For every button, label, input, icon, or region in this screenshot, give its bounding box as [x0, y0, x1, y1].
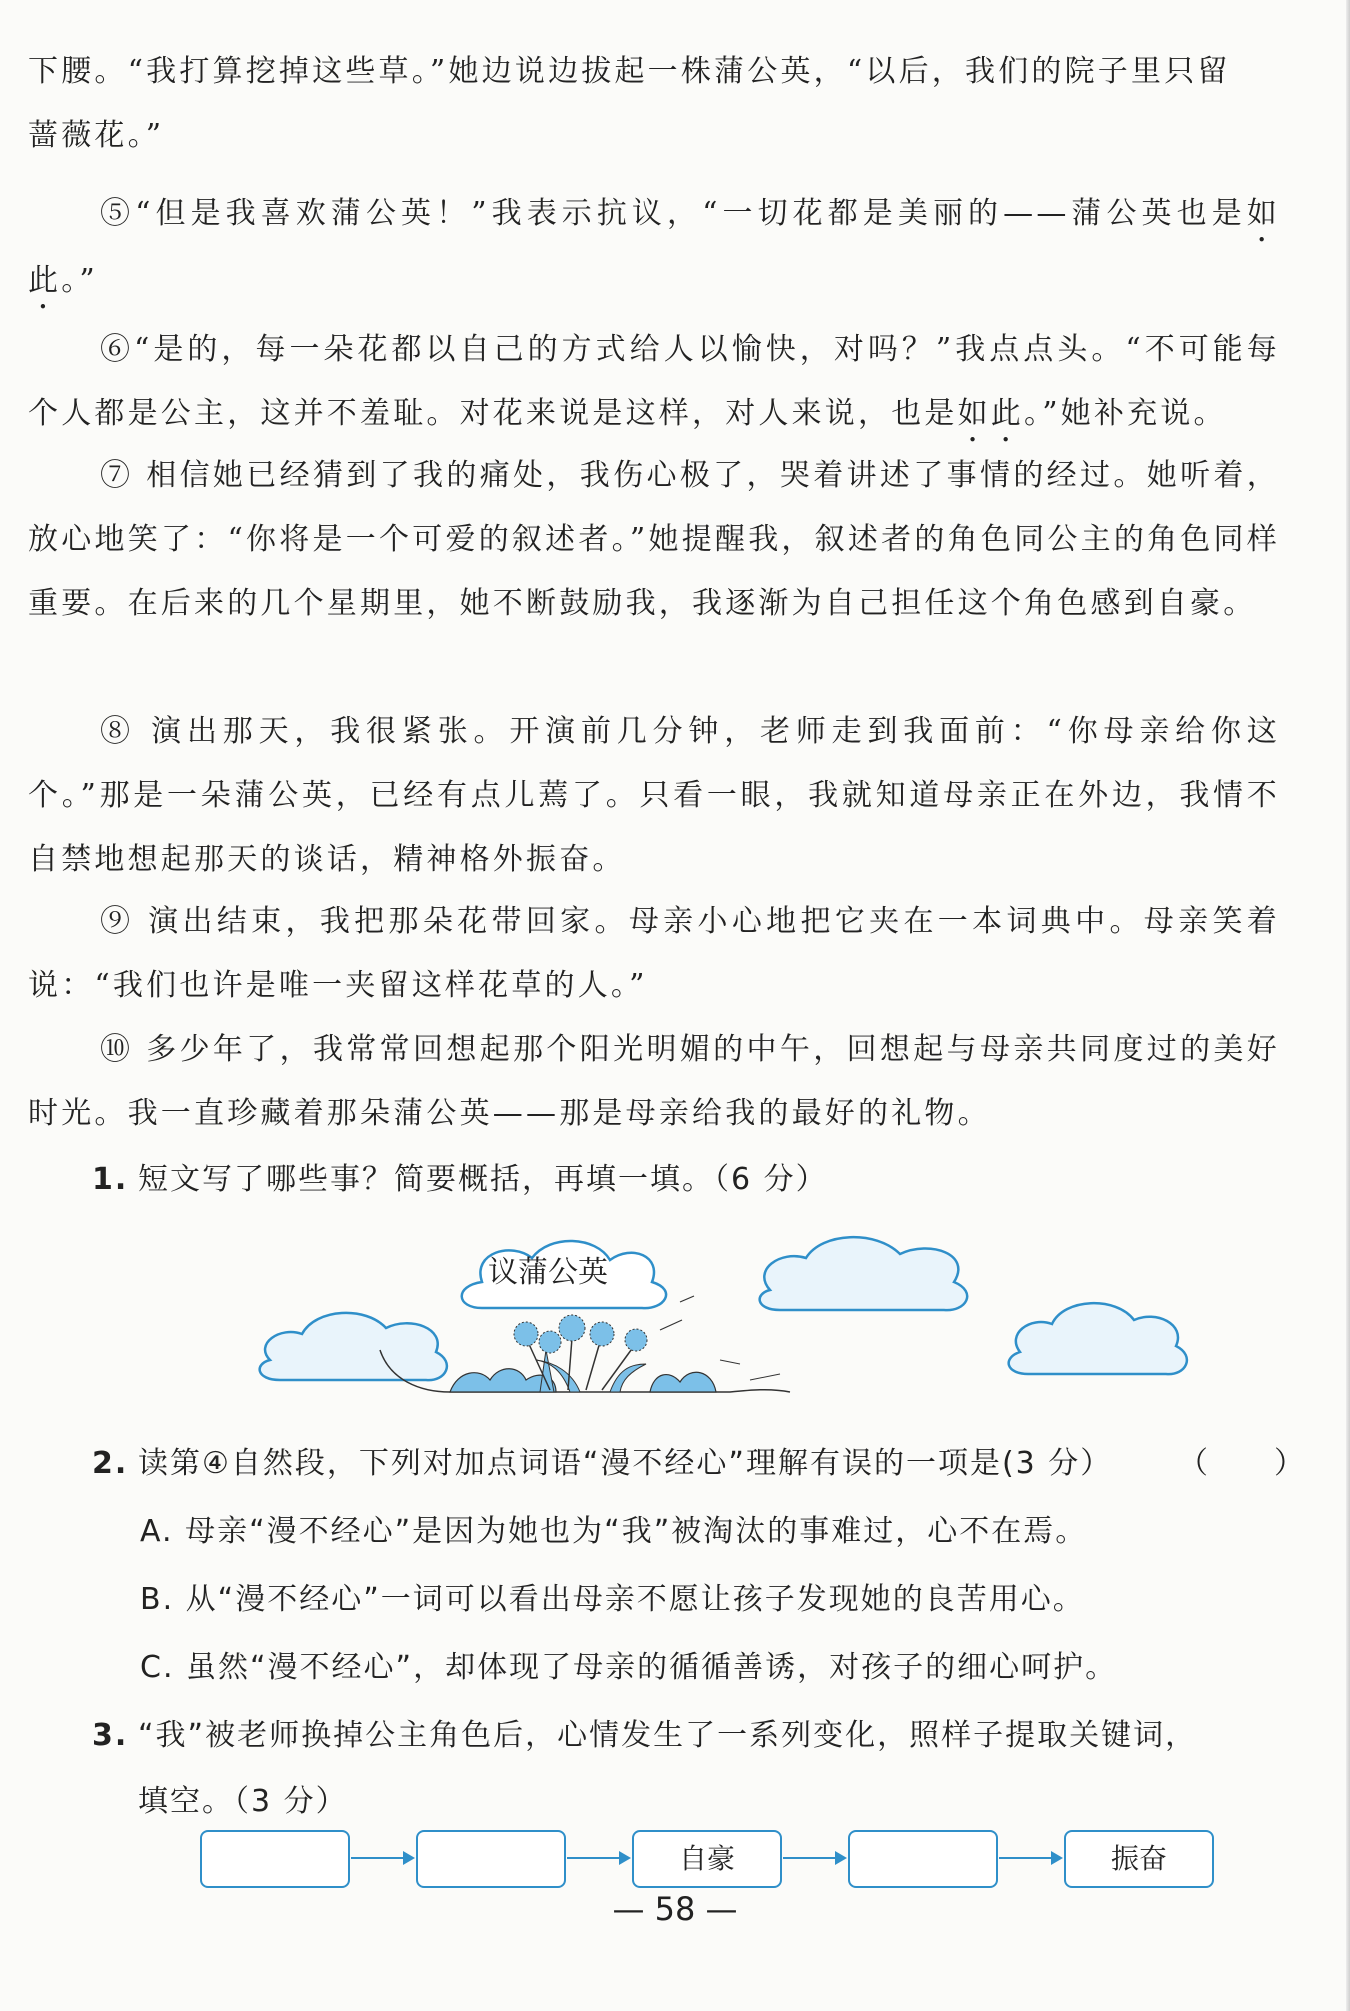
flow-box-4[interactable] — [848, 1830, 998, 1888]
question-text: 读第④自然段，下列对加点词语“漫不经心”理解有误的一项是(3 分） — [138, 1446, 1113, 1481]
emphasized-word: 如此 — [957, 396, 1025, 431]
paragraph-6: ⑥“是的，每一朵花都以自己的方式给人以愉快，对吗？”我点点头。“不可能每个人都是公主，这并不羞耻。对花来说是这样，对人来说，也是如此。”她补充说。 — [28, 332, 1280, 431]
paragraph-8: ⑧ 演出那天，我很紧张。开演前几分钟，老师走到我面前：“你母亲给你这个。”那是一朵蒲公英，已经有点儿蔫了。只看一眼，我就知道母亲正在外边，我情不自禁地想起那天的谈话，精神格外振奋。 — [28, 714, 1280, 877]
question-number: 1. — [92, 1162, 129, 1197]
paragraph-9: ⑨ 演出结束，我把那朵花带回家。母亲小心地把它夹在一本词典中。母亲笑着说：“我们也许是唯一夹留这样花草的人。” — [28, 904, 1280, 1003]
question-3 — [92, 1706, 1197, 1766]
flow-box-1[interactable] — [200, 1830, 350, 1888]
paragraph-5: ⑤“但是我喜欢蒲公英！”我表示抗议，“一切花都是美丽的——蒲公英也是如此。” — [28, 196, 1280, 298]
question-number: 2. — [92, 1446, 129, 1481]
page-edge-shadow — [1346, 0, 1350, 2011]
answer-bracket[interactable]: （ ） — [1178, 1446, 1306, 1481]
paragraph-10: ⑩ 多少年了，我常常回想起那个阳光明媚的中午，回想起与母亲共同度过的美好时光。我一直珍藏着那朵蒲公英——那是母亲给我的最好的礼物。 — [28, 1032, 1280, 1131]
flow-arrow — [783, 1857, 845, 1859]
option-b[interactable]: B. 从“漫不经心”一词可以看出母亲不愿让孩子发现她的良苦用心。 — [140, 1582, 1085, 1617]
question-3-continued: 填空。（3 分） — [138, 1784, 348, 1819]
question-2 — [92, 1434, 1306, 1494]
emphasized-word: 如此 — [28, 196, 1280, 298]
flow-arrow — [999, 1857, 1061, 1859]
dandelion-cloud-illustration — [250, 1230, 1190, 1420]
answer-cloud-2[interactable] — [760, 1237, 968, 1310]
flow-arrow — [351, 1857, 413, 1859]
emotion-flow-chain — [200, 1830, 1200, 1894]
passage-line-p4-tail-2: 蔷薇花。” — [28, 118, 165, 153]
question-number: 3. — [92, 1718, 129, 1753]
flow-arrow — [567, 1857, 629, 1859]
answer-cloud-4[interactable] — [1009, 1303, 1187, 1374]
question-text: 短文写了哪些事？简要概括，再填一填。（6 分） — [138, 1162, 828, 1197]
flow-box-5: 振奋 — [1064, 1830, 1214, 1888]
flow-box-2[interactable] — [416, 1830, 566, 1888]
cloud-label-yi-pugongying: 议蒲公英 — [488, 1255, 608, 1290]
option-a[interactable]: A. 母亲“漫不经心”是因为她也为“我”被淘汰的事难过，心不在焉。 — [140, 1514, 1088, 1549]
question-1 — [92, 1150, 828, 1210]
paragraph-7: ⑦ 相信她已经猜到了我的痛处，我伤心极了，哭着讲述了事情的经过。她听着，放心地笑了：“你将是一个可爱的叙述者。”她提醒我，叙述者的角色同公主的角色同样重要。在后来的几个星期里，她不断鼓励我，我逐渐为自己担任这个角色感到自豪。 — [28, 458, 1280, 621]
flow-box-3: 自豪 — [632, 1830, 782, 1888]
passage-line-p4-tail: 下腰。“我打算挖掉这些草。”她边说边拔起一株蒲公英，“以后，我们的院子里只留 — [28, 54, 1231, 89]
question-text: “我”被老师换掉公主角色后，心情发生了一系列变化，照样子提取关键词， — [138, 1718, 1198, 1753]
answer-cloud-3[interactable] — [260, 1313, 447, 1380]
option-c[interactable]: C. 虽然“漫不经心”，却体现了母亲的循循善诱，对孩子的细心呵护。 — [140, 1650, 1118, 1685]
page-number: — 58 — — [612, 1890, 738, 1928]
